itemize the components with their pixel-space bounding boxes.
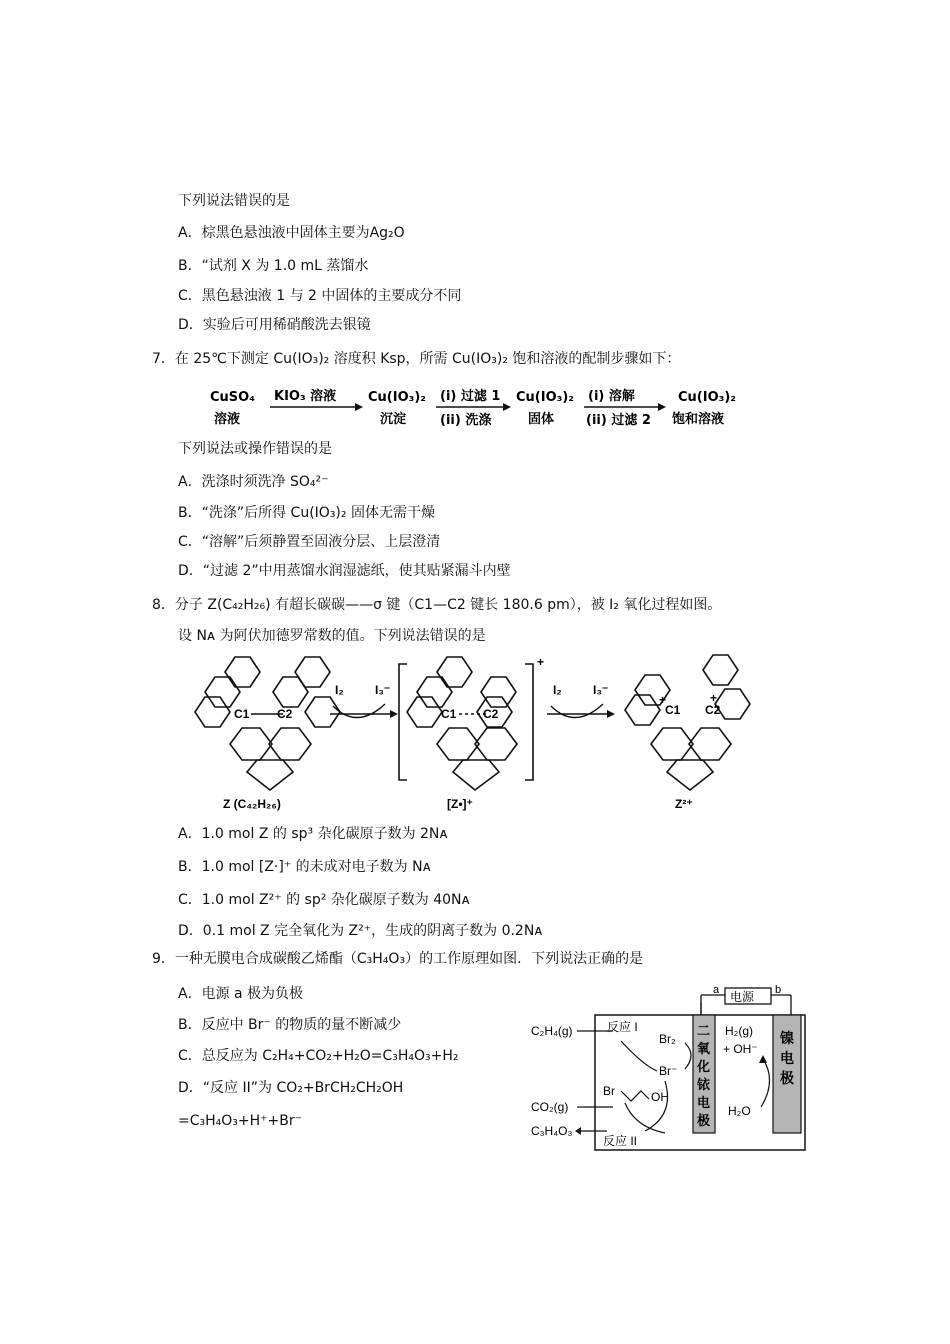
power-supply-label: 电源	[730, 990, 755, 1004]
arrow2-head	[607, 710, 615, 718]
z-label: Z (C₄₂H₂₆)	[223, 797, 281, 811]
z2-label: Z²⁺	[675, 797, 693, 811]
cathode-char-2: 电	[780, 1050, 794, 1066]
flow-node1-top: CuSO₄	[210, 390, 255, 405]
flow-arrow1-head	[355, 403, 363, 411]
q9-option-d-cont: =C₃H₄O₃+H⁺+Br⁻	[178, 1113, 303, 1129]
q8-option-c: C．1.0 mol Z²⁺ 的 sp² 杂化碳原子数为 40Nᴀ	[178, 892, 470, 908]
arrow1-head	[390, 710, 398, 718]
br2-label: Br₂	[659, 1032, 676, 1046]
arrow1-i3: I₃⁻	[375, 683, 391, 697]
q8-stem-line2: 设 Nᴀ 为阿伏加德罗常数的值。下列说法错误的是	[178, 628, 486, 644]
q8-option-b: B．1.0 mol [Z·]⁺ 的未成对电子数为 Nᴀ	[178, 859, 431, 875]
q9-stem: 9．一种无膜电合成碳酸乙烯酯（C₃H₄O₃）的工作原理如图．下列说法正确的是	[152, 951, 644, 967]
q9-electrolysis-diagram	[525, 985, 810, 1155]
arrow1-curve	[333, 704, 385, 718]
zr-c2-label: C2	[483, 707, 499, 721]
anode-char-5: 电	[697, 1095, 711, 1110]
q7-option-c: C．“溶解”后须静置至固液分层、上层澄清	[178, 534, 441, 550]
q9-option-a: A．电源 a 极为负极	[178, 986, 304, 1002]
anode-char-1: 二	[697, 1023, 711, 1038]
zr-label: [Z•]⁺	[447, 797, 473, 811]
anode-char-4: 铱	[697, 1077, 711, 1092]
z2-c2-label: C2	[705, 703, 721, 717]
q7-option-a: A．洗涤时须洗净 SO₄²⁻	[178, 474, 329, 490]
flow-node3-top: Cu(IO₃)₂	[516, 390, 574, 405]
q9-option-c: C．总反应为 C₂H₄+CO₂+H₂O=C₃H₄O₃+H₂	[178, 1048, 459, 1064]
reaction2-label: 反应 II	[603, 1134, 638, 1148]
arrow2-curve	[551, 704, 603, 718]
q6-stem: 下列说法错误的是	[178, 193, 290, 209]
reaction1-curve	[621, 1041, 657, 1071]
bromoethanol-chain	[621, 1091, 649, 1101]
q6-option-d: D．实验后可用稀硝酸洗去银镜	[178, 317, 371, 333]
br-return-curve	[645, 1081, 668, 1131]
bromoethanol-oh: OH	[651, 1090, 669, 1104]
cathode-char-1: 镍	[780, 1030, 794, 1046]
q8-option-a: A．1.0 mol Z 的 sp³ 杂化碳原子数为 2Nᴀ	[178, 826, 448, 842]
reaction2-curve	[625, 1103, 665, 1133]
q8-stem-line1: 8．分子 Z(C₄₂H₂₆) 有超长碳碳——σ 键（C1—C2 键长 180.6 pm），被 I₂ 氧化过程如图。	[152, 597, 722, 613]
z2-c1-label: C1	[665, 703, 681, 717]
c2h4-label: C₂H₄(g)	[531, 1024, 573, 1038]
c3h4o3-arrowhead	[575, 1127, 581, 1135]
pole-a-label: a	[713, 985, 720, 996]
flow-arrow2-top: (i) 过滤 1	[440, 389, 501, 404]
z2-c1-charge: +	[659, 693, 667, 707]
q9-option-b: B．反应中 Br⁻ 的物质的量不断减少	[178, 1017, 402, 1033]
q8-oxidation-diagram	[185, 652, 765, 812]
flow-arrow3-bottom: (ii) 过滤 2	[586, 413, 651, 428]
q8-option-d: D．0.1 mol Z 完全氧化为 Z²⁺，生成的阴离子数为 0.2Nᴀ	[178, 923, 543, 939]
flow-arrow3-head	[658, 403, 666, 411]
z-c2-label: C2	[277, 707, 293, 721]
co2-label: CO₂(g)	[531, 1100, 569, 1114]
flow-arrow2-bottom: (ii) 洗涤	[440, 413, 492, 428]
arrow2-i2: I₂	[553, 683, 562, 697]
pole-b-label: b	[775, 985, 782, 996]
q7-stem: 7．在 25℃下测定 Cu(IO₃)₂ 溶度积 Ksp，所需 Cu(IO₃)₂ 饱和溶液的配制步骤如下：	[152, 351, 681, 367]
q7-sub-stem: 下列说法或操作错误的是	[178, 441, 332, 457]
h2-label: H₂(g)	[725, 1024, 753, 1038]
molecule-z-radical	[407, 657, 517, 790]
molecule-z2plus	[625, 655, 750, 790]
bracket-left	[399, 664, 407, 780]
q7-option-d: D．“过滤 2”中用蒸馏水润湿滤纸，使其贴紧漏斗内壁	[178, 563, 511, 579]
flow-arrow2-head	[503, 403, 511, 411]
q9-option-d: D．“反应 II”为 CO₂+BrCH₂CH₂OH	[178, 1080, 404, 1096]
flow-node2-bottom: 沉淀	[380, 412, 407, 427]
br-minus-label: Br⁻	[659, 1064, 678, 1078]
anode-cycle-arrow	[685, 1043, 691, 1069]
flow-node3-bottom: 固体	[528, 412, 555, 427]
flow-node2-top: Cu(IO₃)₂	[368, 390, 426, 405]
c3h4o3-label: C₃H₄O₃	[531, 1124, 573, 1138]
bromoethanol-br: Br	[603, 1084, 615, 1098]
anode-char-2: 氧	[697, 1041, 711, 1056]
oh-minus-label: + OH⁻	[723, 1042, 758, 1056]
flow-arrow3-top: (i) 溶解	[588, 389, 635, 404]
z2-c2-charge: +	[710, 691, 718, 705]
zr-c1-label: C1	[441, 707, 457, 721]
q7-option-b: B．“洗涤”后所得 Cu(IO₃)₂ 固体无需干燥	[178, 505, 435, 521]
anode-char-6: 极	[697, 1113, 711, 1128]
cathode-char-3: 极	[780, 1070, 794, 1086]
cathode-arrow	[761, 1059, 770, 1107]
q6-option-c: C．黑色悬浊液 1 与 2 中固体的主要成分不同	[178, 288, 462, 304]
bracket-right	[525, 664, 533, 780]
arrow2-i3: I₃⁻	[593, 683, 609, 697]
arrow1-i2: I₂	[335, 683, 344, 697]
flow-node4-bottom: 饱和溶液	[672, 412, 725, 427]
q6-option-a: A．棕黑色悬浊液中固体主要为Ag₂O	[178, 225, 405, 241]
h2o-label: H₂O	[728, 1104, 751, 1118]
reaction1-label: 反应 I	[607, 1020, 638, 1034]
flow-node4-top: Cu(IO₃)₂	[678, 390, 736, 405]
molecule-z	[195, 657, 340, 790]
flow-node1-bottom: 溶液	[214, 412, 241, 427]
bracket-charge: +	[537, 655, 545, 669]
cathode-arrowhead	[759, 1055, 767, 1063]
q6-option-b: B．“试剂 X 为 1.0 mL 蒸馏水	[178, 258, 369, 274]
anode-char-3: 化	[697, 1059, 711, 1074]
q7-flow-diagram	[200, 383, 760, 435]
z-c1-label: C1	[234, 707, 250, 721]
flow-arrow1-label: KIO₃ 溶液	[274, 389, 337, 404]
